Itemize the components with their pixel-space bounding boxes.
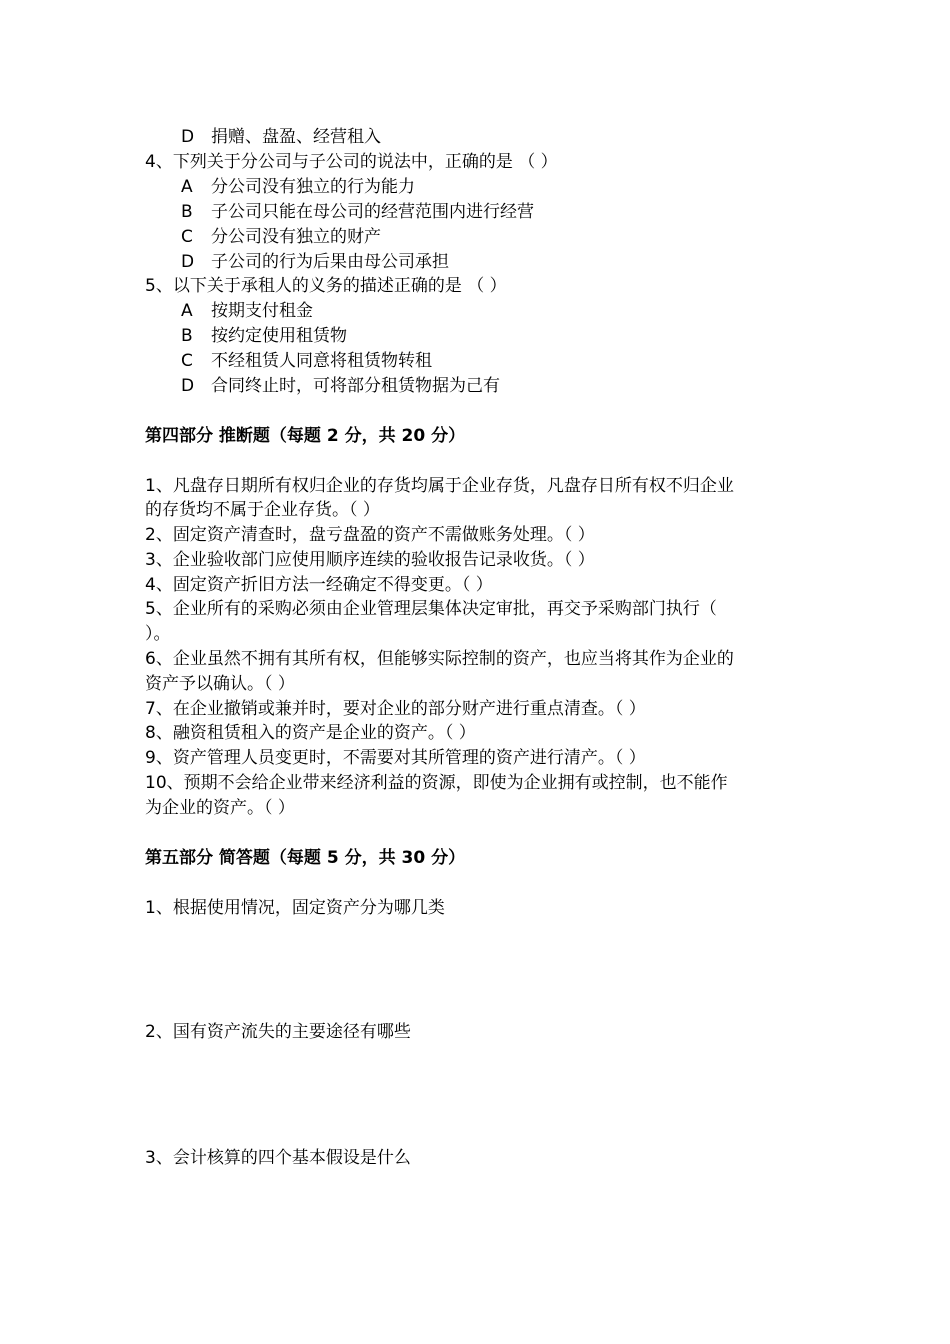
part5-question: 3、会计核算的四个基本假设是什么 xyxy=(145,1148,411,1168)
option-text: 合同终止时，可将部分租赁物据为己有 xyxy=(211,376,500,396)
option-letter: C xyxy=(181,227,193,247)
q5-option-d xyxy=(181,374,500,398)
option-letter: D xyxy=(181,252,195,272)
option-letter: D xyxy=(181,127,195,147)
q4-option-a xyxy=(181,175,415,199)
option-letter: A xyxy=(181,177,193,197)
option-text: 按约定使用租赁物 xyxy=(211,326,347,346)
option-text: 子公司只能在母公司的经营范围内进行经营 xyxy=(211,202,534,222)
q4-option-d xyxy=(181,250,449,274)
q5-option-a xyxy=(181,299,313,323)
q4-stem: 4、下列关于分公司与子公司的说法中，正确的是 （ ） xyxy=(145,152,558,172)
part4-line: 5、企业所有的采购必须由企业管理层集体决定审批，再交予采购部门执行（ xyxy=(145,599,717,619)
part4-line: 3、企业验收部门应使用顺序连续的验收报告记录收货。（ ） xyxy=(145,550,595,570)
option-text: 子公司的行为后果由母公司承担 xyxy=(211,252,449,272)
option-letter: A xyxy=(181,301,193,321)
option-letter: D xyxy=(181,376,195,396)
option-letter: B xyxy=(181,326,193,346)
part4-line: 7、在企业撤销或兼并时，要对企业的部分财产进行重点清查。（ ） xyxy=(145,699,646,719)
option-text: 分公司没有独立的财产 xyxy=(211,227,381,247)
part4-line: 6、企业虽然不拥有其所有权，但能够实际控制的资产，也应当将其作为企业的 xyxy=(145,649,734,669)
option-letter: C xyxy=(181,351,193,371)
part5-heading: 第五部分 简答题（每题 5 分，共 30 分） xyxy=(145,848,466,868)
part4-line: 的存货均不属于企业存货。（ ） xyxy=(145,500,380,520)
option-text: 分公司没有独立的行为能力 xyxy=(211,177,415,197)
part4-heading: 第四部分 推断题（每题 2 分，共 20 分） xyxy=(145,426,466,446)
q5-option-b xyxy=(181,324,347,348)
part5-question: 1、根据使用情况，固定资产分为哪几类 xyxy=(145,898,445,918)
q4-option-b xyxy=(181,200,534,224)
part4-line: 4、固定资产折旧方法一经确定不得变更。（ ） xyxy=(145,575,493,595)
part5-question: 2、国有资产流失的主要途径有哪些 xyxy=(145,1022,411,1042)
q5-option-c xyxy=(181,349,432,373)
part4-line: ）。 xyxy=(145,624,171,644)
part4-line: 资产予以确认。（ ） xyxy=(145,674,295,694)
part4-line: 1、凡盘存日期所有权归企业的存货均属于企业存货，凡盘存日所有权不归企业 xyxy=(145,476,734,496)
q5-stem: 5、以下关于承租人的义务的描述正确的是 （ ） xyxy=(145,276,507,296)
part4-line: 为企业的资产。（ ） xyxy=(145,798,295,818)
option-text: 按期支付租金 xyxy=(211,301,313,321)
q3-option-d xyxy=(181,125,381,149)
part4-line: 2、固定资产清查时，盘亏盘盈的资产不需做账务处理。（ ） xyxy=(145,525,595,545)
q4-option-c xyxy=(181,225,381,249)
part4-line: 9、资产管理人员变更时，不需要对其所管理的资产进行清产。（ ） xyxy=(145,748,646,768)
part4-line: 8、融资租赁租入的资产是企业的资产。（ ） xyxy=(145,723,476,743)
option-letter: B xyxy=(181,202,193,222)
option-text: 捐赠、盘盈、经营租入 xyxy=(211,127,381,147)
option-text: 不经租赁人同意将租赁物转租 xyxy=(211,351,432,371)
part4-line: 10、预期不会给企业带来经济利益的资源，即使为企业拥有或控制，也不能作 xyxy=(145,773,728,793)
